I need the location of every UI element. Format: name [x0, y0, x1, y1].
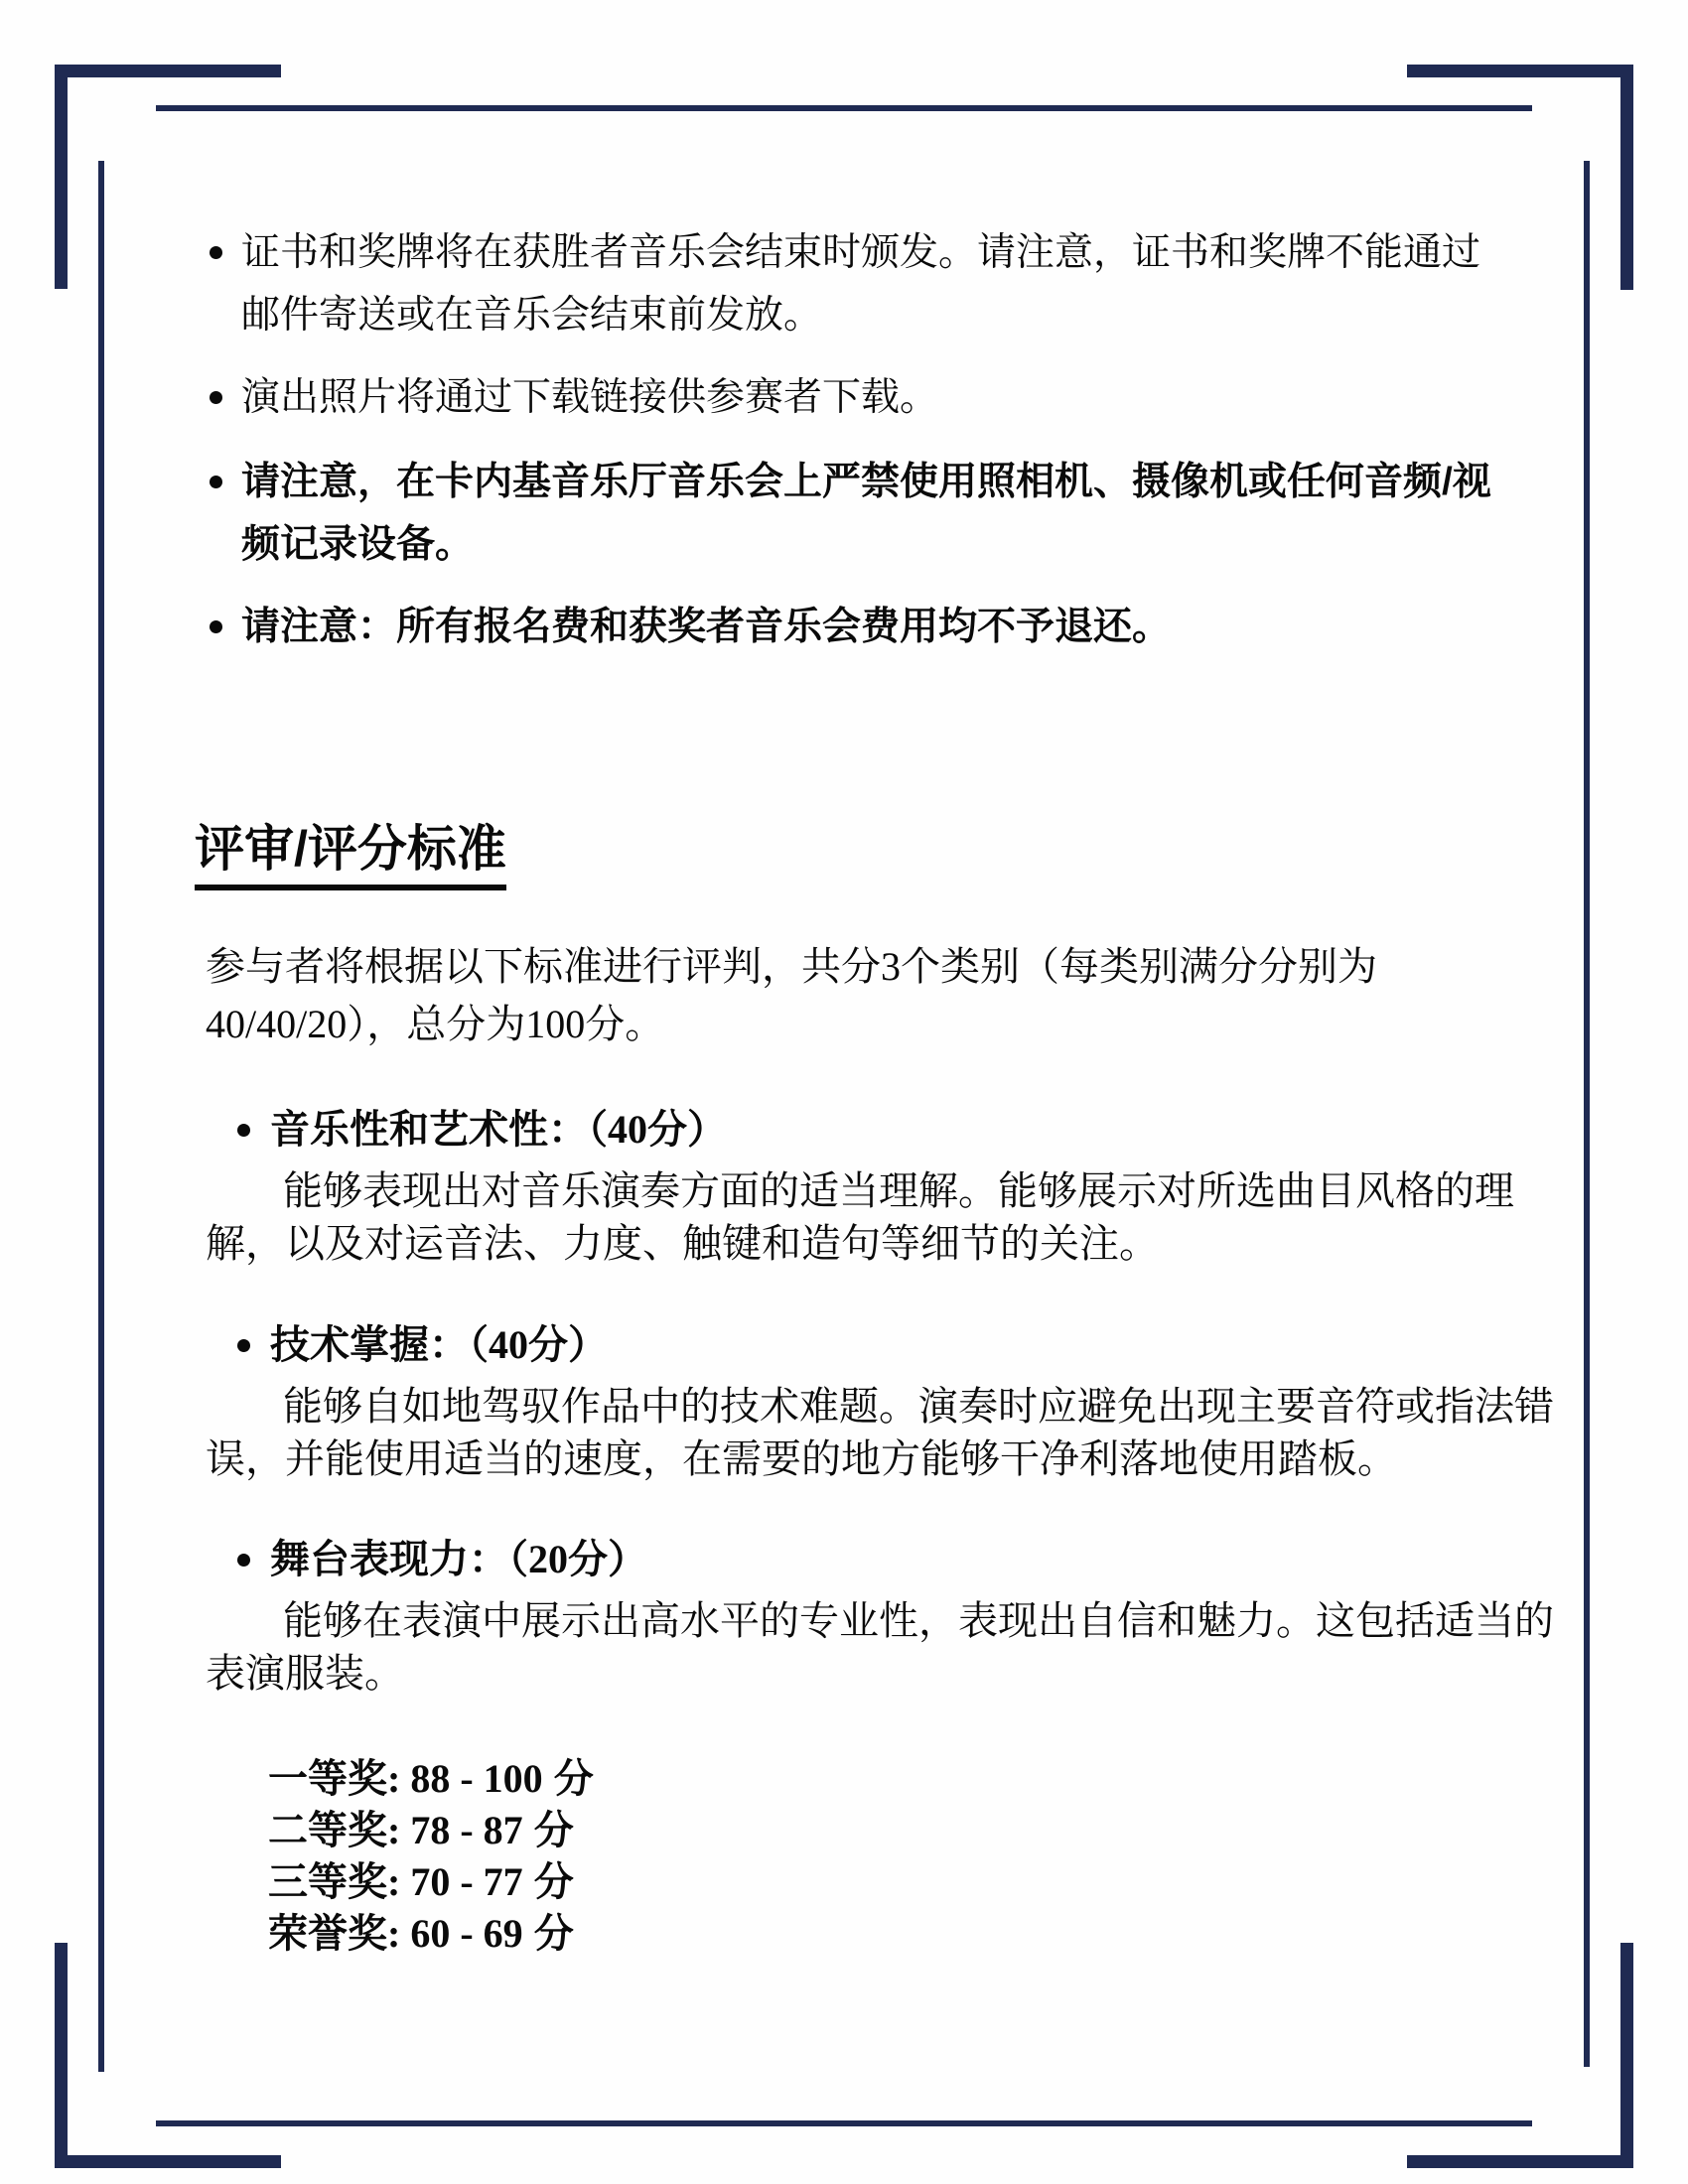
intro-text: 参与者将根据以下标准进行评判，共分 [206, 945, 881, 989]
frame-inner-line-right [1584, 161, 1590, 2067]
frame-corner-top-right-vertical [1620, 65, 1633, 290]
award-colon: : [387, 1859, 411, 1904]
frame-corner-bottom-left-horizontal [55, 2155, 281, 2168]
award-range: 70 - 77 [410, 1859, 523, 1904]
note-text: 请注意，在卡内基音乐厅音乐会上严禁使用照相机、摄像机或任何音频/视频记录设备。 [241, 461, 1491, 566]
intro-text: ），总分为 [347, 1003, 526, 1046]
frame-inner-line-top [156, 105, 1532, 111]
intro-number: 100 [525, 1002, 586, 1046]
award-label: 荣誉奖 [268, 1912, 387, 1956]
criterion-score: 40 [489, 1322, 528, 1367]
criterion-body: 能够在表演中展示出高水平的专业性，表现出自信和魅力。这包括适当的表演服装。 [206, 1599, 1554, 1696]
criterion-body: 能够自如地驾驭作品中的技术难题。演奏时应避免出现主要音符或指法错误，并能使用适当的速度，在需要的地方能够干净利落地使用踏板。 [206, 1385, 1554, 1481]
frame-corner-top-right-horizontal [1407, 65, 1633, 77]
award-unit: 分 [542, 1757, 594, 1801]
frame-corner-bottom-left-vertical [55, 1943, 68, 2168]
intro-number: 3 [881, 944, 901, 989]
frame-corner-bottom-right-horizontal [1407, 2155, 1633, 2168]
bullet-dot-icon [210, 620, 222, 633]
award-unit: 分 [522, 1860, 574, 1904]
criterion-title-text: 分） [568, 1538, 647, 1581]
award-unit: 分 [522, 1912, 574, 1956]
note-text: 演出照片将通过下载链接供参赛者下载。 [241, 376, 939, 419]
criterion-technical-mastery [206, 1317, 1561, 1486]
criterion-title-text: 分） [528, 1323, 608, 1367]
bullet-dot-icon [210, 246, 222, 259]
awards-list [268, 1753, 594, 1960]
criterion-score: 20 [528, 1537, 568, 1581]
intro-text: 分。 [585, 1003, 665, 1046]
award-row-third-prize [268, 1856, 594, 1908]
notes-list-bold [241, 451, 1512, 678]
award-range: 88 - 100 [410, 1756, 543, 1801]
section-heading: 评审/评分标准 [195, 820, 506, 890]
criterion-title [270, 1317, 1561, 1373]
intro-text: 个类别（每类别满分分别为 [901, 945, 1377, 989]
criterion-title-text: 分） [647, 1108, 727, 1152]
note-text: 证书和奖牌将在获胜者音乐会结束时颁发。请注意，证书和奖牌不能通过邮件寄送或在音乐会结束前发放。 [241, 231, 1481, 337]
award-colon: : [387, 1911, 411, 1956]
award-label: 二等奖 [268, 1809, 387, 1852]
criterion-body: 能够表现出对音乐演奏方面的适当理解。能够展示对所选曲目风格的理解，以及对运音法、力度、触键和造句等细节的关注。 [206, 1169, 1514, 1266]
criterion-title [270, 1102, 1561, 1158]
criterion-musicality [206, 1102, 1561, 1271]
bullet-dot-icon [210, 391, 222, 404]
award-unit: 分 [522, 1809, 574, 1852]
award-row-honorable-mention [268, 1908, 594, 1960]
bullet-dot-icon [237, 1339, 250, 1352]
frame-inner-line-left [98, 161, 104, 2072]
notes-list-regular [241, 221, 1512, 449]
criterion-title-text: 音乐性和艺术性：（ [270, 1108, 608, 1152]
award-label: 三等奖 [268, 1860, 387, 1904]
criterion-title-text: 技术掌握：（ [270, 1323, 489, 1367]
frame-corner-top-left-vertical [55, 65, 68, 289]
frame-inner-line-bottom [156, 2120, 1532, 2126]
bullet-dot-icon [237, 1124, 250, 1137]
bullet-dot-icon [210, 476, 222, 488]
frame-corner-bottom-right-vertical [1620, 1943, 1633, 2168]
intro-number: 40/40/20 [206, 1002, 348, 1046]
criterion-score: 40 [608, 1107, 647, 1152]
award-row-first-prize [268, 1753, 594, 1805]
note-item [241, 366, 1512, 429]
award-label: 一等奖 [268, 1757, 387, 1801]
intro-paragraph [206, 938, 1556, 1053]
note-item [241, 451, 1512, 576]
note-item [241, 221, 1512, 346]
criterion-title [270, 1532, 1561, 1587]
note-text: 请注意：所有报名费和获奖者音乐会费用均不予退还。 [241, 606, 1172, 648]
criterion-stage-presence [206, 1532, 1561, 1701]
award-range: 60 - 69 [410, 1911, 523, 1956]
bullet-dot-icon [237, 1554, 250, 1567]
note-item [241, 596, 1512, 658]
award-row-second-prize [268, 1805, 594, 1856]
criterion-title-text: 舞台表现力：（ [270, 1538, 528, 1581]
award-colon: : [387, 1808, 411, 1852]
award-range: 78 - 87 [410, 1808, 523, 1852]
frame-corner-top-left-horizontal [55, 65, 281, 77]
award-colon: : [387, 1756, 411, 1801]
